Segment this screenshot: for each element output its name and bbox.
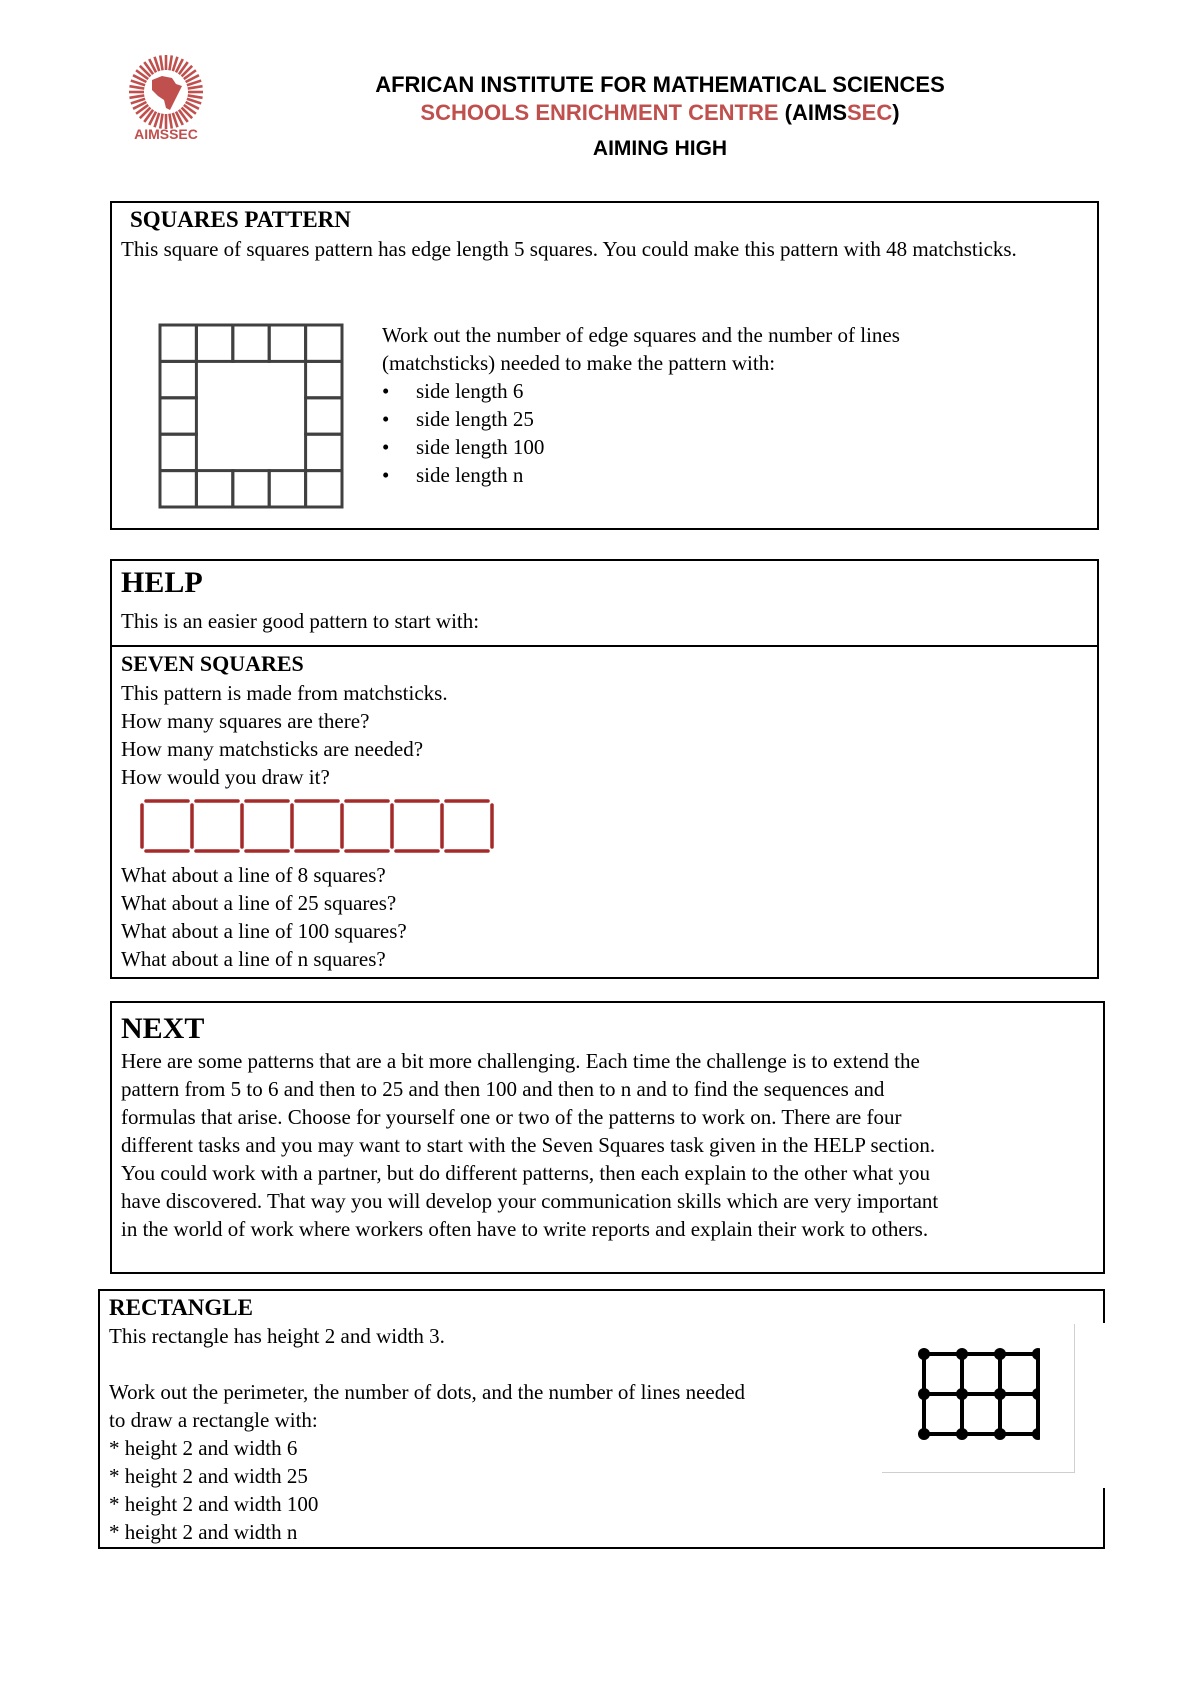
question-line: How many squares are there?: [121, 709, 370, 733]
task-line: * height 2 and width 100: [109, 1492, 319, 1516]
edge-square: [306, 361, 342, 397]
task-line-2: (matchsticks) needed to make the pattern with:: [382, 351, 776, 375]
squares-task: [382, 321, 900, 489]
grid-dot: [918, 1348, 930, 1360]
next-section: [110, 1001, 1105, 1274]
grid-dot: [994, 1388, 1006, 1400]
edge-square: [306, 471, 342, 507]
rectangle-task: [109, 1322, 745, 1546]
list-item: • side length 25: [382, 405, 900, 433]
square-of-squares-figure: [158, 323, 344, 514]
paragraph-line: different tasks and you may want to start with the Seven Squares task given in the HELP section.: [121, 1133, 936, 1157]
paragraph-line: in the world of work where workers often have to write reports and explain their work to others.: [121, 1217, 929, 1241]
logo-ray: [188, 95, 203, 97]
grid-dot: [956, 1428, 968, 1440]
rectangle-title: RECTANGLE: [109, 1295, 253, 1320]
list-item: • side length 6: [382, 377, 900, 405]
question-line: How would you draw it?: [121, 765, 330, 789]
question-line: What about a line of 8 squares?: [121, 863, 386, 887]
grid-dot: [1032, 1348, 1040, 1360]
help-section: [110, 559, 1099, 979]
seven-squares-title: SEVEN SQUARES: [121, 651, 304, 676]
edge-square: [196, 325, 232, 361]
question-line: This pattern is made from matchsticks.: [121, 681, 448, 705]
question-line: What about a line of 25 squares?: [121, 891, 397, 915]
logo-ray: [160, 55, 162, 70]
side-length-list: [382, 377, 900, 489]
rectangle-border-right-upper: [1103, 1289, 1105, 1323]
centre-abbrev-open: (AIMS: [784, 100, 847, 125]
edge-square: [269, 471, 305, 507]
edge-square: [233, 325, 269, 361]
paragraph-line: Here are some patterns that are a bit more challenging. Each time the challenge is to extend the: [121, 1049, 920, 1073]
seven-squares-figure: [136, 797, 496, 862]
help-title: HELP: [121, 566, 203, 599]
squares-pattern-intro: This square of squares pattern has edge length 5 squares. You could make this pattern with 48 matchsticks.: [121, 237, 1017, 261]
squares-pattern-title: SQUARES PATTERN: [130, 207, 351, 232]
next-paragraph: [121, 1047, 1096, 1243]
grid-dot: [994, 1428, 1006, 1440]
edge-square: [306, 398, 342, 434]
edge-square: [196, 471, 232, 507]
logo-ray: [129, 86, 144, 88]
squares-pattern-section: [110, 201, 1099, 530]
edge-square: [160, 398, 196, 434]
task-line: * height 2 and width 6: [109, 1436, 298, 1460]
list-item: • side length 100: [382, 433, 900, 461]
centre-name-red: SCHOOLS ENRICHMENT CENTRE: [420, 100, 779, 125]
centre-abbrev-sec: SEC: [847, 100, 893, 125]
task-line: * height 2 and width n: [109, 1520, 298, 1544]
logo-ray: [169, 55, 171, 70]
edge-square: [160, 325, 196, 361]
next-title: NEXT: [121, 1012, 205, 1045]
paragraph-line: pattern from 5 to 6 and then to 25 and then 100 and then to n and to find the sequences and: [121, 1077, 885, 1101]
edge-square: [269, 325, 305, 361]
task-line: This rectangle has height 2 and width 3.: [109, 1324, 445, 1348]
task-line: Work out the perimeter, the number of dots, and the number of lines needed: [109, 1380, 746, 1404]
task-line: * height 2 and width 25: [109, 1464, 308, 1488]
task-line: to draw a rectangle with:: [109, 1408, 318, 1432]
edge-square: [160, 361, 196, 397]
question-line: What about a line of n squares?: [121, 947, 386, 971]
edge-square: [160, 471, 196, 507]
rectangle-dot-figure: [916, 1346, 1040, 1445]
paragraph-line: formulas that arise. Choose for yourself one or two of the patterns to work on. There are four: [121, 1105, 902, 1129]
grid-dot: [994, 1348, 1006, 1360]
rectangle-border-left: [98, 1289, 100, 1549]
grid-dot: [1032, 1388, 1040, 1400]
grid-dot: [918, 1388, 930, 1400]
edge-square: [233, 471, 269, 507]
grid-dot: [956, 1348, 968, 1360]
edge-square: [160, 434, 196, 470]
grid-dot: [956, 1388, 968, 1400]
edge-square: [306, 325, 342, 361]
paragraph-line: have discovered. That way you will develop your communication skills which are very important: [121, 1189, 939, 1213]
rectangle-border-right-lower: [1103, 1488, 1105, 1548]
square-pattern-diagram: [158, 323, 344, 509]
centre-name: [290, 100, 1030, 126]
rectangle-border-top: [98, 1289, 1105, 1291]
question-line: What about a line of 100 squares?: [121, 919, 407, 943]
dot-grid-diagram: [916, 1346, 1040, 1440]
rectangle-border-bottom: [98, 1547, 1105, 1549]
grid-dot: [918, 1428, 930, 1440]
seven-squares-more-questions: [121, 861, 407, 973]
list-item: • side length n: [382, 461, 900, 489]
edge-square: [306, 434, 342, 470]
matchstick-squares-diagram: [136, 797, 496, 857]
sunburst-logo-icon: [126, 50, 206, 130]
logo-ray: [129, 95, 144, 97]
grid-dot: [1032, 1428, 1040, 1440]
help-divider: [112, 645, 1097, 647]
logo-text: AIMSSEC: [134, 126, 198, 142]
seven-squares-questions: [121, 679, 448, 791]
centre-abbrev-close: ): [892, 100, 900, 125]
question-line: How many matchsticks are needed?: [121, 737, 424, 761]
task-line-1: Work out the number of edge squares and the number of lines: [382, 323, 900, 347]
paragraph-line: You could work with a partner, but do different patterns, then each explain to the other what you: [121, 1161, 931, 1185]
institute-name: AFRICAN INSTITUTE FOR MATHEMATICAL SCIENCES: [375, 72, 945, 97]
logo-ray: [188, 86, 203, 88]
motto: AIMING HIGH: [592, 137, 728, 160]
help-intro: This is an easier good pattern to start with:: [121, 609, 480, 633]
task-line: [109, 1350, 745, 1378]
